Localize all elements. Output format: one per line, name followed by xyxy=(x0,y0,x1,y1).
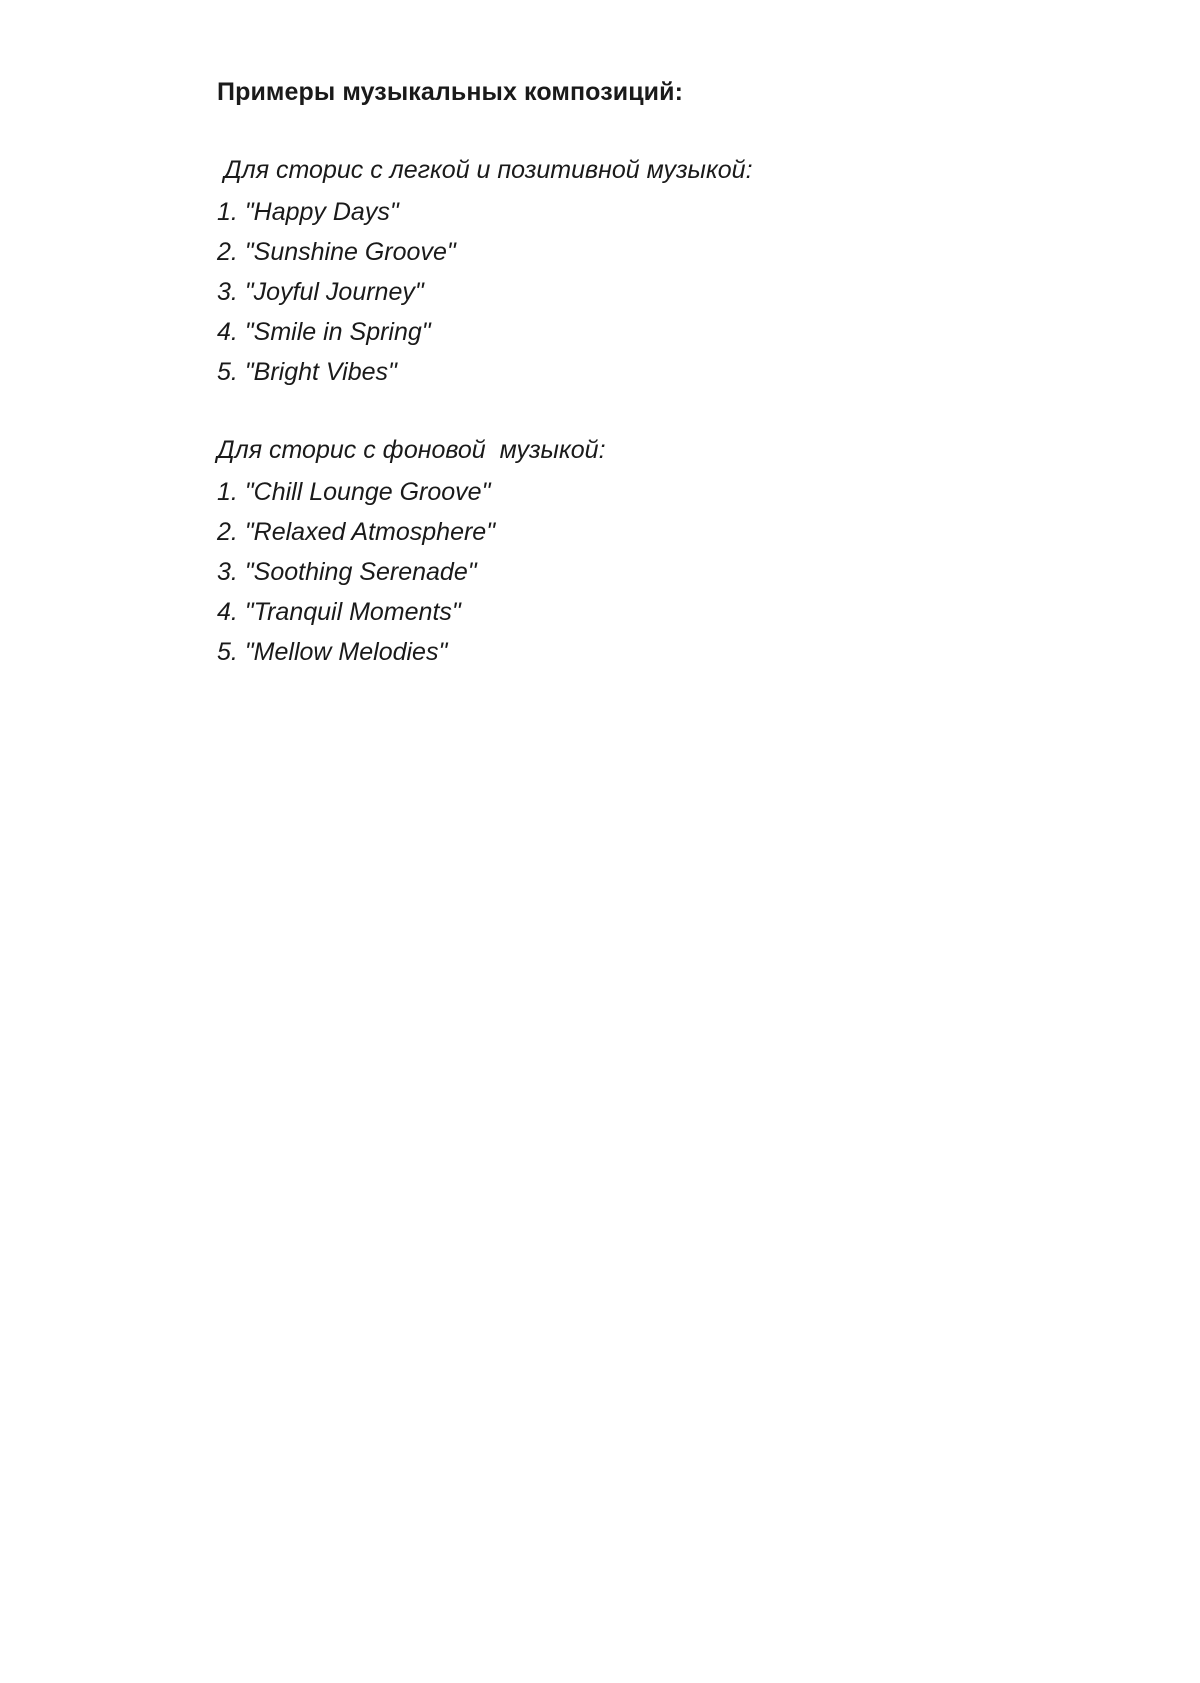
list-item: 2. "Sunshine Groove" xyxy=(217,238,456,266)
list-item: 5. "Bright Vibes" xyxy=(217,358,397,386)
track-list xyxy=(217,192,1017,392)
track-list xyxy=(217,472,1017,672)
list-item: 4. "Tranquil Moments" xyxy=(217,598,461,626)
document-title: Примеры музыкальных композиций: xyxy=(217,78,684,106)
list-item: 3. "Soothing Serenade" xyxy=(217,558,477,586)
document-body xyxy=(217,72,1017,710)
section-heading: Для сторис с легкой и позитивной музыкой: xyxy=(224,156,753,184)
list-item: 1. "Chill Lounge Groove" xyxy=(217,478,491,506)
section-positive-music xyxy=(217,150,1017,392)
list-item: 2. "Relaxed Atmosphere" xyxy=(217,518,496,546)
list-item: 3. "Joyful Journey" xyxy=(217,278,424,306)
section-heading: Для сторис с фоновой музыкой: xyxy=(217,436,606,464)
list-item: 5. "Mellow Melodies" xyxy=(217,638,448,666)
section-background-music xyxy=(217,430,1017,672)
list-item: 1. "Happy Days" xyxy=(217,198,399,226)
list-item: 4. "Smile in Spring" xyxy=(217,318,431,346)
